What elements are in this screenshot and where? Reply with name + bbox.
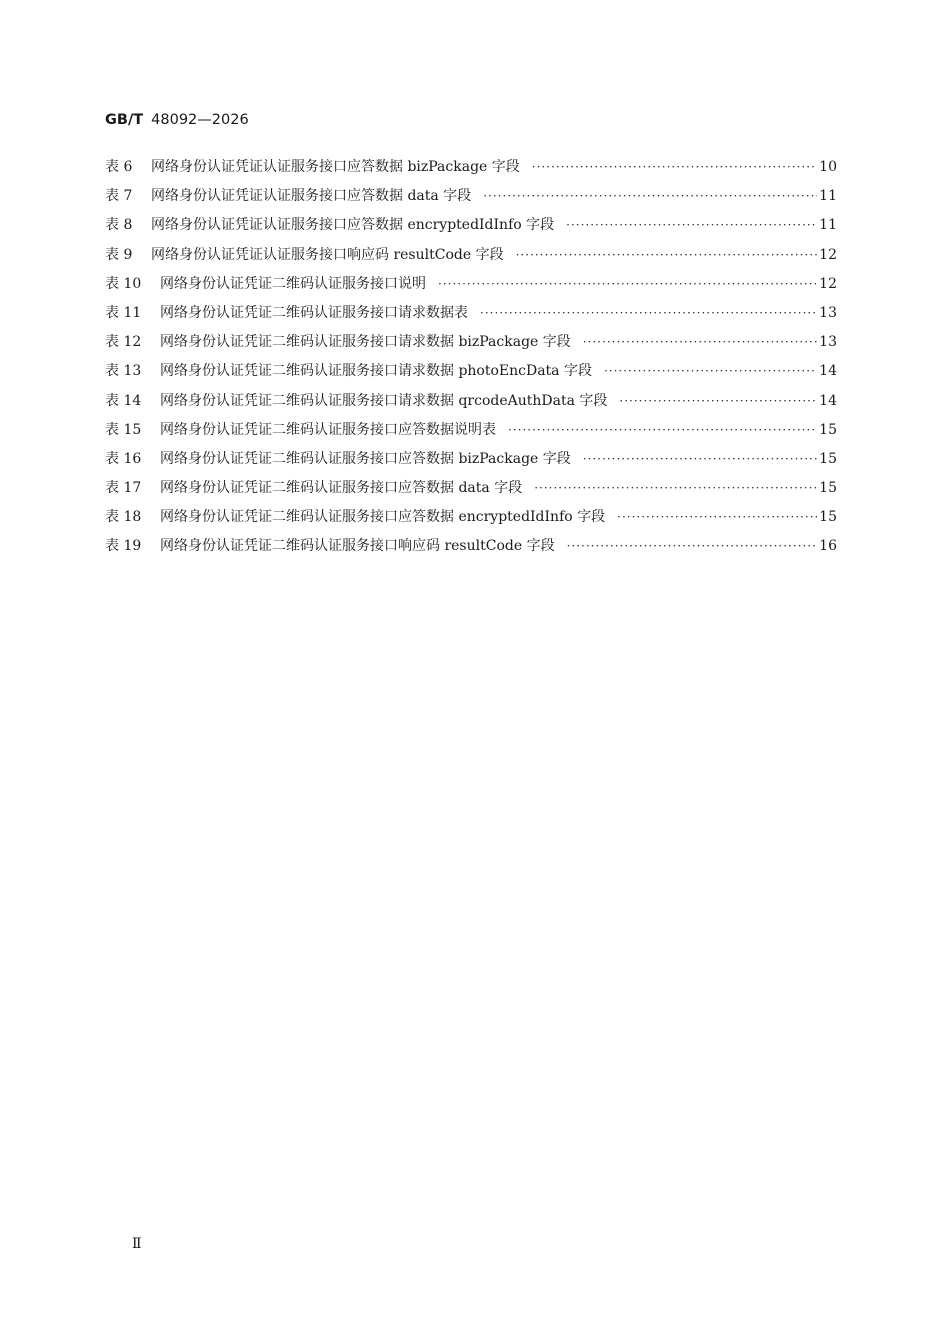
table-of-contents: [105, 153, 837, 562]
toc-entry[interactable]: [105, 416, 837, 445]
toc-leader-dots: [532, 153, 817, 182]
toc-leader-dots: [583, 445, 817, 474]
toc-entry-number: 表 13: [105, 363, 142, 380]
toc-leader-dots: [438, 270, 817, 299]
toc-entry-page: 13: [819, 304, 837, 321]
toc-entry[interactable]: [105, 532, 837, 561]
toc-entry-number: 表 9: [105, 246, 133, 263]
toc-entry-number: 表 12: [105, 334, 142, 351]
toc-entry[interactable]: [105, 328, 837, 357]
toc-entry-page: 16: [819, 538, 837, 555]
toc-entry-number: 表 8: [105, 217, 133, 234]
toc-entry[interactable]: [105, 445, 837, 474]
toc-entry-page: 10: [819, 159, 837, 175]
toc-leader-dots: [508, 416, 817, 445]
toc-entry-page: 12: [819, 246, 837, 263]
toc-entry[interactable]: [105, 241, 837, 270]
toc-entry-title: 网络身份认证凭证认证服务接口应答数据 data 字段: [151, 188, 472, 205]
standard-number: 48092—2026: [151, 112, 249, 128]
toc-entry-number: 表 11: [105, 304, 142, 321]
toc-leader-dots: [534, 474, 817, 503]
toc-entry-title: 网络身份认证凭证二维码认证服务接口应答数据说明表: [160, 421, 496, 438]
toc-entry[interactable]: [105, 474, 837, 503]
toc-entry-number: 表 14: [105, 392, 142, 409]
toc-entry[interactable]: [105, 357, 837, 386]
toc-entry-title: 网络身份认证凭证二维码认证服务接口请求数据 photoEncData 字段: [160, 363, 592, 380]
toc-entry[interactable]: [105, 503, 837, 532]
toc-entry-page: 15: [819, 450, 837, 467]
toc-entry[interactable]: [105, 299, 837, 328]
toc-entry-title: 网络身份认证凭证二维码认证服务接口请求数据 bizPackage 字段: [160, 334, 571, 351]
toc-entry[interactable]: [105, 182, 837, 211]
toc-entry[interactable]: [105, 211, 837, 240]
toc-leader-dots: [480, 299, 817, 328]
toc-entry-title: 网络身份认证凭证认证服务接口应答数据 bizPackage 字段: [151, 159, 520, 175]
toc-entry-title: 网络身份认证凭证二维码认证服务接口响应码 resultCode 字段: [160, 538, 555, 555]
toc-entry[interactable]: [105, 153, 837, 182]
toc-entry-page: 14: [819, 363, 837, 380]
toc-leader-dots: [583, 328, 817, 357]
toc-entry-title: 网络身份认证凭证二维码认证服务接口应答数据 data 字段: [160, 480, 523, 497]
page-number: Ⅱ: [132, 1236, 142, 1252]
toc-entry-page: 12: [819, 275, 837, 292]
toc-entry-page: 14: [819, 392, 837, 409]
toc-entry-number: 表 6: [105, 159, 133, 175]
standard-code: GB/T: [105, 112, 144, 128]
toc-leader-dots: [566, 211, 817, 240]
toc-leader-dots: [617, 503, 817, 532]
toc-entry-number: 表 15: [105, 421, 142, 438]
toc-entry-title: 网络身份认证凭证二维码认证服务接口应答数据 encryptedIdInfo 字段: [160, 509, 606, 526]
toc-entry-page: 11: [819, 217, 837, 234]
toc-entry-number: 表 17: [105, 480, 142, 497]
toc-entry-number: 表 7: [105, 188, 133, 205]
toc-entry[interactable]: [105, 387, 837, 416]
toc-leader-dots: [619, 387, 817, 416]
toc-entry-title: 网络身份认证凭证二维码认证服务接口应答数据 bizPackage 字段: [160, 450, 571, 467]
toc-entry-number: 表 10: [105, 275, 142, 292]
toc-entry-page: 15: [819, 509, 837, 526]
toc-leader-dots: [604, 357, 817, 386]
toc-leader-dots: [567, 532, 818, 561]
toc-entry-page: 15: [819, 421, 837, 438]
toc-entry-title: 网络身份认证凭证二维码认证服务接口请求数据表: [160, 304, 468, 321]
toc-leader-dots: [516, 241, 818, 270]
document-header: [105, 112, 249, 128]
toc-entry-title: 网络身份认证凭证二维码认证服务接口说明: [160, 275, 426, 292]
toc-leader-dots: [483, 182, 817, 211]
toc-entry-page: 13: [819, 334, 837, 351]
toc-entry-number: 表 19: [105, 538, 142, 555]
toc-entry-page: 15: [819, 480, 837, 497]
toc-entry[interactable]: [105, 270, 837, 299]
toc-entry-page: 11: [819, 188, 837, 205]
toc-entry-title: 网络身份认证凭证二维码认证服务接口请求数据 qrcodeAuthData 字段: [160, 392, 608, 409]
toc-entry-number: 表 16: [105, 450, 142, 467]
toc-entry-number: 表 18: [105, 509, 142, 526]
toc-entry-title: 网络身份认证凭证认证服务接口应答数据 encryptedIdInfo 字段: [151, 217, 555, 234]
toc-entry-title: 网络身份认证凭证认证服务接口响应码 resultCode 字段: [151, 246, 504, 263]
